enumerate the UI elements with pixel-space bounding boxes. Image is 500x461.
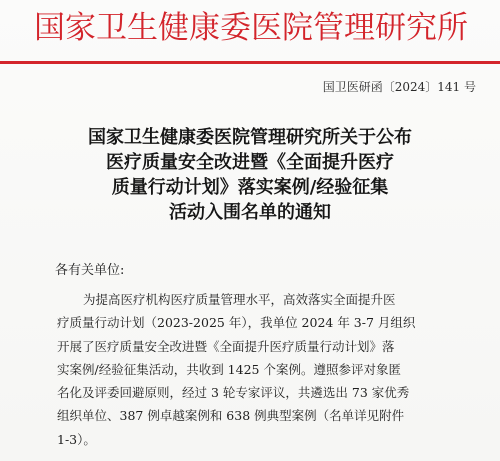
title-line: 活动入围名单的通知: [169, 202, 331, 223]
document-title: [40, 125, 460, 225]
body-line: 组织单位、387 例卓越案例和 638 例典型案例（名单详见附件: [57, 408, 405, 424]
title-line: 质量行动计划》落实案例/经验征集: [111, 177, 389, 198]
title-line: 医疗质量安全改进暨《全面提升医疗: [106, 152, 394, 173]
body-line: 疗质量行动计划（2023-2025 年），我单位 2024 年 3-7 月组织: [57, 315, 416, 331]
document-number: 国卫医研函〔2024〕141 号: [322, 80, 476, 94]
body-paragraph: [57, 288, 477, 451]
letterhead-red-rule: [0, 61, 500, 64]
body-line: 为提高医疗机构医疗质量管理水平，高效落实全面提升医: [83, 292, 396, 307]
body-line: 1-3）。: [57, 431, 96, 447]
letterhead-org-name: 国家卫生健康委医院管理研究所: [34, 10, 468, 46]
salutation: 各有关单位:: [55, 263, 125, 278]
body-line: 开展了医疗质量安全改进暨《全面提升医疗质量行动计划》落: [57, 338, 395, 354]
body-line: 实案例/经验征集活动，共收到 1425 个案例。遵照参评对象匿: [57, 361, 401, 377]
body-line: 名化及评委回避原则，经过 3 轮专家评议，共遴选出 73 家优秀: [57, 385, 410, 401]
title-line: 国家卫生健康委医院管理研究所关于公布: [88, 127, 412, 148]
